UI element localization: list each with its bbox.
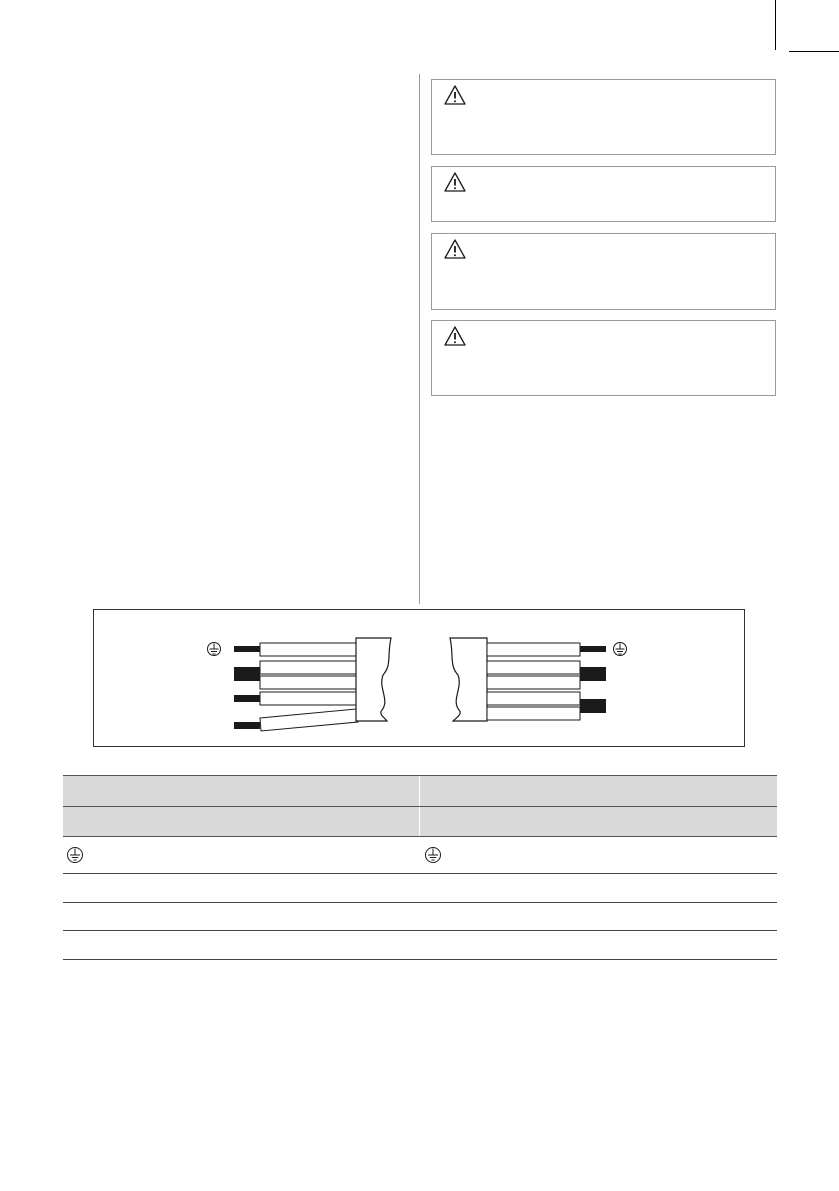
warning-icon (444, 239, 466, 259)
table-row (63, 903, 777, 931)
cable-diagram (93, 609, 745, 747)
column-divider (419, 74, 420, 604)
table-row (63, 836, 777, 874)
cable-sheath (356, 638, 391, 721)
table-row (63, 874, 777, 903)
wire (260, 692, 356, 705)
table-header-row (63, 806, 777, 836)
warning-box (431, 320, 776, 396)
wire (487, 676, 580, 689)
wire (260, 643, 356, 656)
wire (487, 661, 580, 674)
conductor-tip (234, 667, 260, 681)
table-header-row (63, 775, 777, 806)
conductor-tip (580, 646, 606, 652)
warning-icon (444, 85, 466, 105)
cable-sheath (450, 638, 487, 721)
earth-ground-icon (66, 846, 84, 864)
conductor-tip (580, 699, 606, 713)
wire (260, 709, 358, 731)
earth-ground-icon (208, 643, 221, 656)
table-row (63, 931, 777, 960)
crop-mark (789, 51, 839, 52)
conductor-tip (580, 667, 606, 681)
wire (487, 707, 580, 720)
conductor-tip (234, 646, 260, 652)
conductor-tip (234, 722, 260, 729)
connection-table (63, 775, 777, 960)
wire (487, 692, 580, 705)
warning-box (431, 166, 776, 222)
cable-diagram-svg (94, 610, 746, 748)
wire (260, 676, 356, 689)
earth-ground-icon (614, 643, 627, 656)
earth-ground-icon (424, 846, 442, 864)
conductor-tip (234, 695, 260, 702)
warning-icon (444, 326, 466, 346)
warning-box (431, 79, 776, 155)
warning-icon (444, 172, 466, 192)
wire (260, 661, 356, 674)
warning-box (431, 233, 776, 310)
wire (487, 643, 580, 656)
crop-mark (775, 0, 776, 50)
